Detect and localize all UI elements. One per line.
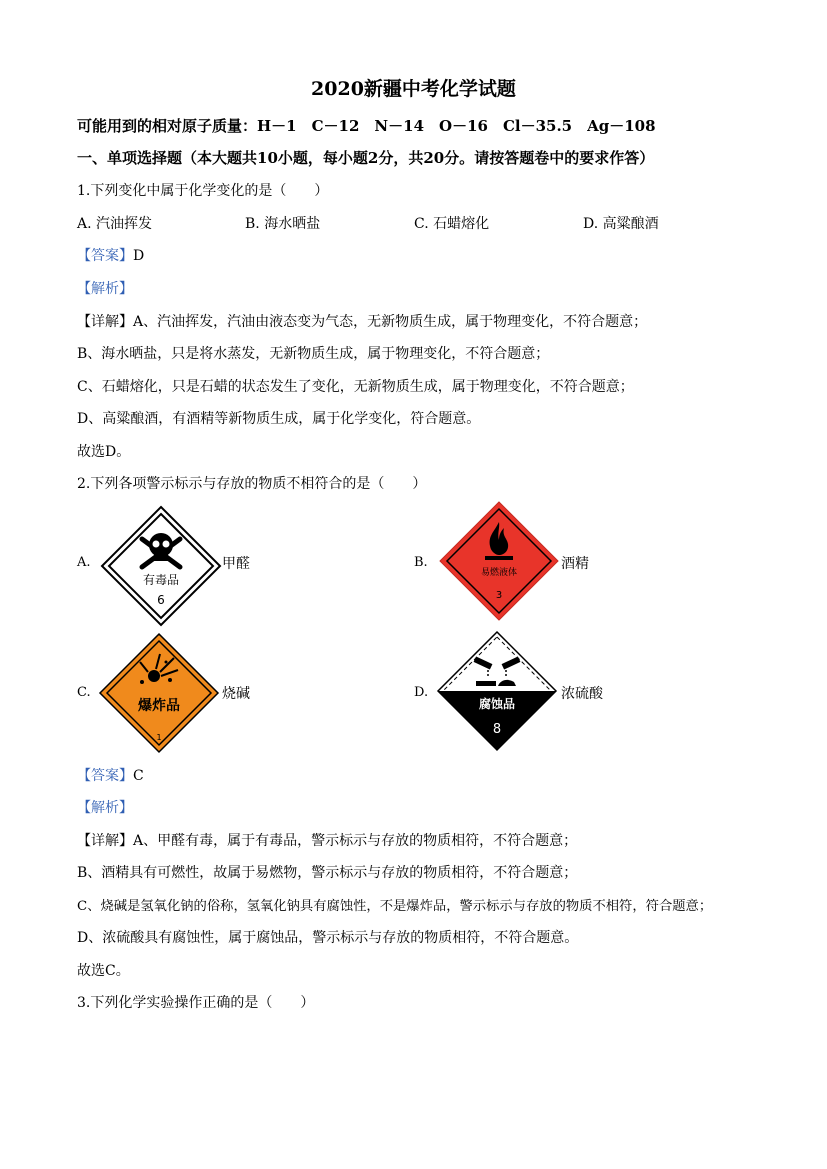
- q2-option-b-letter: B.: [414, 555, 428, 570]
- q1-detail-b: B、海水晒盐，只是将水蒸发，无新物质生成，属于物理变化，不符合题意；: [77, 346, 550, 362]
- answer-tag: 【答案】: [77, 248, 133, 264]
- q2-option-c-substance: 烧碱: [222, 686, 250, 702]
- q1-option-d: D. 高粱酿酒: [583, 216, 659, 232]
- q1-option-b: B. 海水晒盐: [245, 216, 321, 232]
- q1-analysis-tag: 【解析】: [77, 281, 133, 297]
- q3-stem: 3.下列化学实验操作正确的是（ ）: [77, 995, 315, 1011]
- section-heading: 一、单项选择题（本大题共10小题，每小题2分，共20分。请按答题卷中的要求作答）: [77, 149, 655, 167]
- q2-detail-a: 【详解】A、甲醛有毒，属于有毒品，警示标示与存放的物质相符，不符合题意；: [77, 833, 578, 849]
- toxic-sign-number: 6: [157, 593, 165, 607]
- q2-stem: 2.下列各项警示标示与存放的物质不相符合的是（ ）: [77, 476, 427, 492]
- explosive-sign: [98, 632, 220, 754]
- q1-answer-line: [77, 245, 144, 265]
- q2-option-a-letter: A.: [77, 555, 91, 570]
- explosive-sign-label: 爆炸品: [138, 698, 180, 714]
- q1-answer: D: [133, 248, 145, 264]
- q1-conclusion: 故选D。: [77, 444, 131, 460]
- q2-answer-line: [77, 765, 144, 785]
- flammable-sign: [438, 500, 560, 622]
- corrosive-sign-number: 8: [492, 722, 502, 737]
- corrosive-sign: [436, 630, 558, 752]
- q2-detail-d: D、浓硫酸具有腐蚀性，属于腐蚀品，警示标示与存放的物质相符，不符合题意。: [77, 930, 579, 946]
- q2-option-a-substance: 甲醛: [222, 556, 250, 572]
- q2-detail-c: C、烧碱是氢氧化钠的俗称，氢氧化钠具有腐蚀性，不是爆炸品，警示标示与存放的物质不相符，符合题意；: [77, 899, 713, 914]
- flammable-sign-number: 3: [495, 590, 503, 601]
- q1-detail-a: 【详解】A、汽油挥发，汽油由液态变为气态，无新物质生成，属于物理变化，不符合题意；: [77, 314, 648, 330]
- q2-option-b-substance: 酒精: [561, 556, 589, 572]
- q2-analysis-tag: 【解析】: [77, 800, 133, 816]
- toxic-sign-label: 有毒品: [142, 573, 180, 587]
- explosive-sign-number: 1: [156, 733, 162, 742]
- q2-option-d-letter: D.: [414, 685, 429, 700]
- q1-option-c: C. 石蜡熔化: [414, 216, 490, 232]
- q1-detail-c: C、石蜡熔化，只是石蜡的状态发生了变化，无新物质生成，属于物理变化，不符合题意；: [77, 379, 634, 395]
- q1-detail-d: D、高粱酿酒，有酒精等新物质生成，属于化学变化，符合题意。: [77, 411, 481, 427]
- atomic-mass-line: 可能用到的相对原子质量：H－1 C－12 N－14 O－16 Cl－35.5 Ag－108: [77, 117, 656, 135]
- toxic-sign: [100, 505, 222, 627]
- page-title: 2020新疆中考化学试题: [311, 78, 516, 100]
- q1-stem: 1.下列变化中属于化学变化的是（ ）: [77, 183, 329, 199]
- q2-detail-b: B、酒精具有可燃性，故属于易燃物，警示标示与存放的物质相符，不符合题意；: [77, 865, 578, 881]
- q1-option-a: A. 汽油挥发: [77, 216, 153, 232]
- q2-option-d-substance: 浓硫酸: [561, 686, 603, 702]
- corrosive-sign-label: 腐蚀品: [478, 697, 516, 711]
- answer-tag: 【答案】: [77, 768, 133, 784]
- q2-option-c-letter: C.: [77, 685, 91, 700]
- flammable-sign-label: 易燃液体: [480, 568, 518, 578]
- q2-answer: C: [133, 768, 144, 784]
- q2-conclusion: 故选C。: [77, 963, 130, 979]
